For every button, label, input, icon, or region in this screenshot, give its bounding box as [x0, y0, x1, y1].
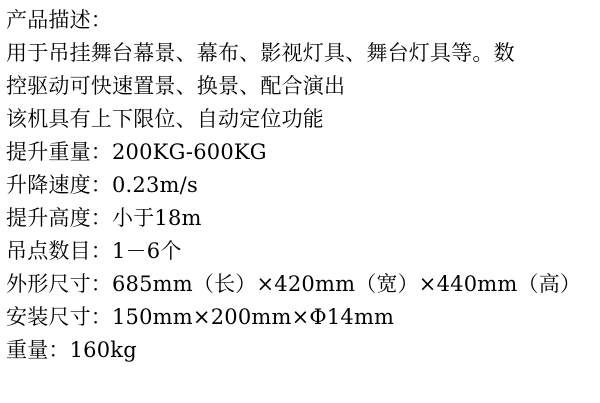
spec-outer-dimensions: 外形尺寸：685mm（长）×420mm（宽）×440mm（高） — [6, 272, 582, 296]
section-heading: 产品描述： — [6, 8, 112, 32]
spec-mounting-dimensions: 安装尺寸：150mm×200mm×Φ14mm — [6, 305, 395, 329]
description-line-3: 该机具有上下限位、自动定位功能 — [6, 107, 324, 131]
description-line-1: 用于吊挂舞台幕景、幕布、影视灯具、舞台灯具等。数 — [6, 41, 515, 65]
spec-weight: 重量：160kg — [6, 338, 137, 362]
spec-lifting-height: 提升高度：小于18m — [6, 206, 202, 230]
spec-lifting-weight: 提升重量：200KG-600KG — [6, 140, 267, 164]
description-line-2: 控驱动可快速置景、换景、配合演出 — [6, 74, 346, 98]
spec-lifting-speed: 升降速度：0.23m/s — [6, 173, 198, 197]
spec-hanging-points: 吊点数目：1－6个 — [6, 239, 182, 263]
